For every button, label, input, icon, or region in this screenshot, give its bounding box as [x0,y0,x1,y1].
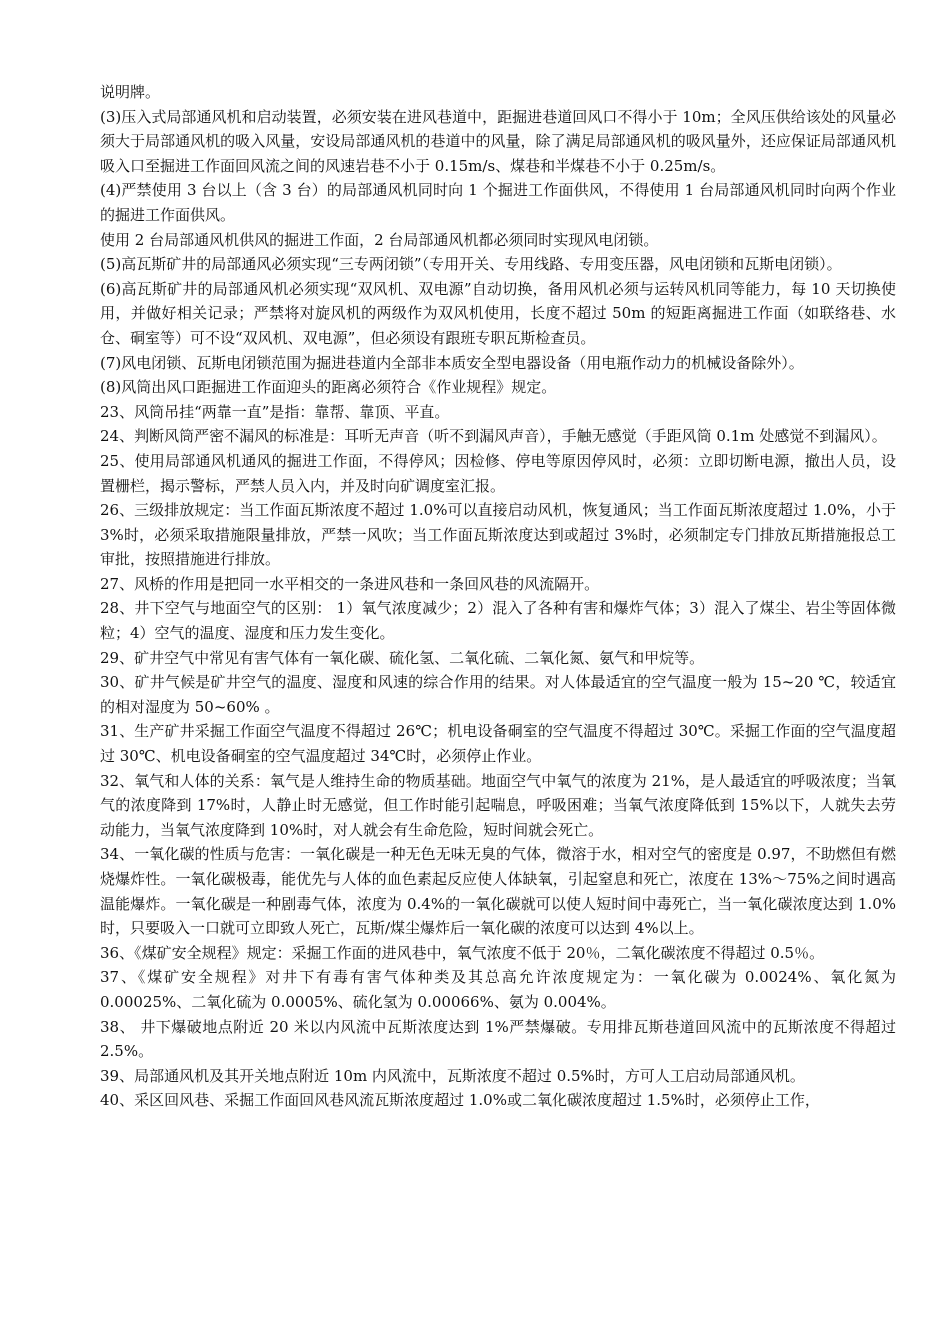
paragraph-item-7: (7)风电闭锁、瓦斯电闭锁范围为掘进巷道内全部非本质安全型电器设备（用电瓶作动力的机械设备除外）。 [100,353,804,372]
paragraph-30: 30、矿井气候是矿井空气的温度、湿度和风速的综合作用的结果。对人体最适宜的空气温度一般为 15~20 ℃，较适宜的相对湿度为 50~60% 。 [100,673,896,716]
paragraph-40: 40、采区回风巷、采掘工作面回风巷风流瓦斯浓度超过 1.0%或二氧化碳浓度超过 1.5%时，必须停止工作， [100,1091,820,1110]
paragraph-item-6: (6)高瓦斯矿井的局部通风机必须实现“双风机、双电源”自动切换，备用风机必须与运转风机同等能力，每 10 天切换使用，并做好相关记录；严禁将对旋风机的两级作为双风机使用，长度不超过 50m 的短距离掘进工作面（如联络巷、水仓、硐室等）可不设“双风机、双电源”，但必须设有跟班专职瓦斯检查员。 [100,279,896,347]
paragraph-34: 34、一氧化碳的性质与危害：一氧化碳是一种无色无味无臭的气体，微溶于水，相对空气的密度是 0.97，不助燃但有燃烧爆炸性。一氧化碳极毒，能优先与人体的血色素起反应使人体缺氧，引起窒息和死亡，浓度在 13%～75%之间时遇高温能爆炸。一氧化碳是一种剧毒气体，浓度为 0.4%的一氧化碳就可以使人短时间中毒死亡，当一氧化碳浓度达到 1.0%时，只要吸入一口就可立即致人死亡，瓦斯/煤尘爆炸后一氧化碳的浓度可以达到 4%以上。 [100,845,896,938]
paragraph-26: 26、三级排放规定：当工作面瓦斯浓度不超过 1.0%可以直接启动风机，恢复通风；当工作面瓦斯浓度超过 1.0%，小于 3%时，必须采取措施限量排放，严禁一风吹；当工作面瓦斯浓度达到或超过 3%时，必须制定专门排放瓦斯措施报总工审批，按照措施进行排放。 [100,501,897,569]
paragraph-item-4: (4)严禁使用 3 台以上（含 3 台）的局部通风机同时向 1 个掘进工作面供风，不得使用 1 台局部通风机同时向两个作业的掘进工作面供风。 [100,181,896,224]
paragraph-27: 27、风桥的作用是把同一水平相交的一条进风巷和一条回风巷的风流隔开。 [100,574,600,593]
paragraph-32: 32、氧气和人体的关系：氧气是人维持生命的物质基础。地面空气中氧气的浓度为 21%，是人最适宜的呼吸浓度；当氧气的浓度降到 17%时，人静止时无感觉，但工作时能引起喘息，呼吸困难；当氧气浓度降低到 15%以下，人就失去劳动能力，当氧气浓度降到 10%时，对人就会有生命危险，短时间就会死亡。 [100,771,896,839]
paragraph-31: 31、生产矿井采掘工作面空气温度不得超过 26℃；机电设备硐室的空气温度不得超过 30℃。采掘工作面的空气温度超过 30℃、机电设备硐室的空气温度超过 34℃时，必须停止作业。 [100,722,896,766]
paragraph-item-3: (3)压入式局部通风机和启动装置，必须安装在进风巷道中，距掘进巷道回风口不得小于 10m；全风压供给该处的风量必须大于局部通风机的吸入风量，安设局部通风机的巷道中的风量，除了满足局部通风机的吸风量外，还应保证局部通风机吸入口至掘进工作面回风流之间的风速岩巷不小于 0.15m/s、煤巷和半煤巷不小于 0.25m/s。 [100,107,896,175]
paragraph-38: 38、 井下爆破地点附近 20 米以内风流中瓦斯浓度达到 1%严禁爆破。专用排瓦斯巷道回风流中的瓦斯浓度不得超过 2.5%。 [100,1017,896,1061]
paragraph-intro: 说明牌。 [100,83,161,101]
paragraph-item-4-note: 使用 2 台局部通风机供风的掘进工作面，2 台局部通风机都必须同时实现风电闭锁。 [100,230,659,249]
paragraph-23: 23、风筒吊挂“两靠一直”是指：靠帮、靠顶、平直。 [100,402,450,421]
paragraph-37: 37、《煤矿安全规程》对井下有毒有害气体种类及其总高允许浓度规定为：一氧化碳为 0.0024%、氧化氮为 0.00025%、二氧化硫为 0.0005%、硫化氢为 0.00066%、氨为 0.004%。 [100,968,896,1011]
paragraph-36: 36、《煤矿安全规程》规定：采掘工作面的进风巷中，氧气浓度不低于 20％，二氧化碳浓度不得超过 0.5％。 [100,943,825,962]
paragraph-39: 39、局部通风机及其开关地点附近 10m 内风流中，瓦斯浓度不超过 0.5%时，方可人工启动局部通风机。 [100,1066,805,1085]
paragraph-28: 28、井下空气与地面空气的区别： 1）氧气浓度减少；2）混入了各种有害和爆炸气体；3）混入了煤尘、岩尘等固体微粒；4）空气的温度、湿度和压力发生变化。 [100,599,896,643]
paragraph-item-8: (8)风筒出风口距掘进工作面迎头的距离必须符合《作业规程》规定。 [100,378,557,397]
document-body [100,80,896,1113]
paragraph-29: 29、矿井空气中常见有害气体有一氧化碳、硫化氢、二氧化硫、二氧化氮、氨气和甲烷等。 [100,648,705,667]
paragraph-24: 24、判断风筒严密不漏风的标准是：耳听无声音（听不到漏风声音），手触无感觉（手距风筒 0.1m 处感觉不到漏风）。 [100,427,887,446]
paragraph-item-5: (5)高瓦斯矿井的局部通风必须实现“三专两闭锁”（专用开关、专用线路、专用变压器，风电闭锁和瓦斯电闭锁）。 [100,255,842,274]
paragraph-25: 25、使用局部通风机通风的掘进工作面，不得停风；因检修、停电等原因停风时，必须：立即切断电源，撤出人员，设置栅栏，揭示警标，严禁人员入内，并及时向矿调度室汇报。 [100,451,896,495]
